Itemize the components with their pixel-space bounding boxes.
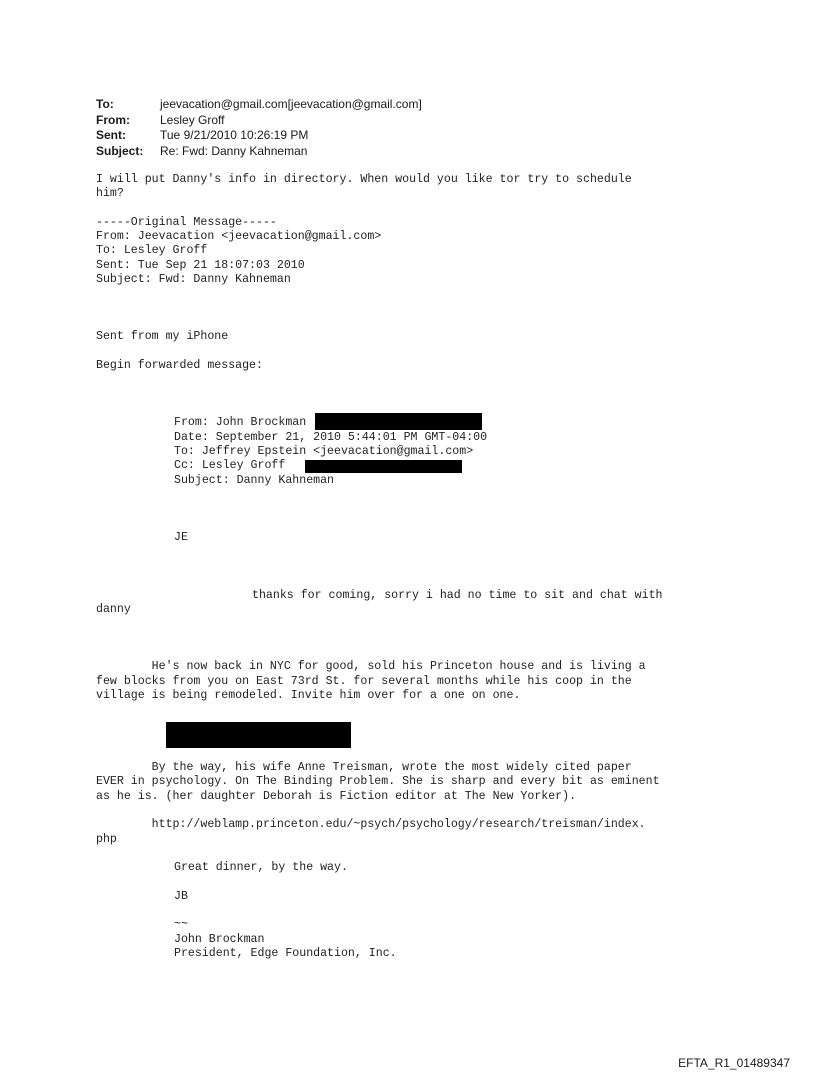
url-line-2: php xyxy=(96,833,117,846)
paragraph-1-line-3: village is being remodeled. Invite him over for a one on one. xyxy=(96,689,521,702)
original-sent: Sent: Tue Sep 21 18:07:03 2010 xyxy=(96,259,305,272)
header-subject-row xyxy=(96,144,422,160)
forwarded-from: From: John Brockman xyxy=(174,416,307,429)
to-value: jeevacation@gmail.com[jeevacation@gmail.com] xyxy=(160,97,422,111)
original-to: To: Lesley Groff xyxy=(96,244,208,257)
header-sent-row xyxy=(96,128,422,144)
redaction-box xyxy=(166,722,351,748)
subject-value: Re: Fwd: Danny Kahneman xyxy=(160,143,308,158)
thanks-line-1: thanks for coming, sorry i had no time to sit and chat with xyxy=(252,589,663,602)
from-label: From: xyxy=(96,112,130,127)
to-label: To: xyxy=(96,97,114,111)
original-subject: Subject: Fwd: Danny Kahneman xyxy=(96,273,291,286)
thanks-line-2: danny xyxy=(96,603,131,616)
redaction-box xyxy=(305,460,462,473)
forwarded-cc: Cc: Lesley Groff xyxy=(174,459,286,472)
from-value: Lesley Groff xyxy=(160,112,225,127)
document-id: EFTA_R1_01489347 xyxy=(678,1056,790,1070)
paragraph-2-line-1: By the way, his wife Anne Treisman, wrote the most widely cited paper xyxy=(96,761,632,774)
subject-label: Subject: xyxy=(96,143,144,158)
email-header xyxy=(96,97,422,159)
redaction-box xyxy=(315,413,482,430)
header-to-row xyxy=(96,97,422,113)
salutation: JE xyxy=(174,531,188,544)
paragraph-2-line-2: EVER in psychology. On The Binding Problem. She is sharp and every bit as eminent xyxy=(96,775,660,788)
paragraph-1-line-2: few blocks from you on East 73rd St. for several months while his coop in the xyxy=(96,675,632,688)
sent-value: Tue 9/21/2010 10:26:19 PM xyxy=(160,128,309,142)
initials: JB xyxy=(174,890,188,903)
sent-from-iphone: Sent from my iPhone xyxy=(96,330,229,343)
header-from-row xyxy=(96,113,422,129)
sent-label: Sent: xyxy=(96,128,126,142)
signature-name: John Brockman xyxy=(174,933,265,946)
forwarded-to: To: Jeffrey Epstein <jeevacation@gmail.com> xyxy=(174,445,474,458)
signature-tilde: ~~ xyxy=(174,918,188,931)
dinner-line: Great dinner, by the way. xyxy=(174,861,348,874)
begin-forwarded: Begin forwarded message: xyxy=(96,359,263,372)
forwarded-date: Date: September 21, 2010 5:44:01 PM GMT-04:00 xyxy=(174,431,488,444)
signature-title: President, Edge Foundation, Inc. xyxy=(174,947,397,960)
paragraph-1-line-1: He's now back in NYC for good, sold his Princeton house and is living a xyxy=(96,660,646,673)
reply-line-1: I will put Danny's info in directory. When would you like tor try to schedule xyxy=(96,173,632,186)
forwarded-subject: Subject: Danny Kahneman xyxy=(174,474,335,487)
original-from: From: Jeevacation <jeevacation@gmail.com> xyxy=(96,230,382,243)
original-separator: -----Original Message----- xyxy=(96,216,277,229)
url-line-1: http://weblamp.princeton.edu/~psych/psychology/research/treisman/index. xyxy=(96,818,646,831)
paragraph-2-line-3: as he is. (her daughter Deborah is Fiction editor at The New Yorker). xyxy=(96,790,577,803)
reply-line-2: him? xyxy=(96,187,124,200)
